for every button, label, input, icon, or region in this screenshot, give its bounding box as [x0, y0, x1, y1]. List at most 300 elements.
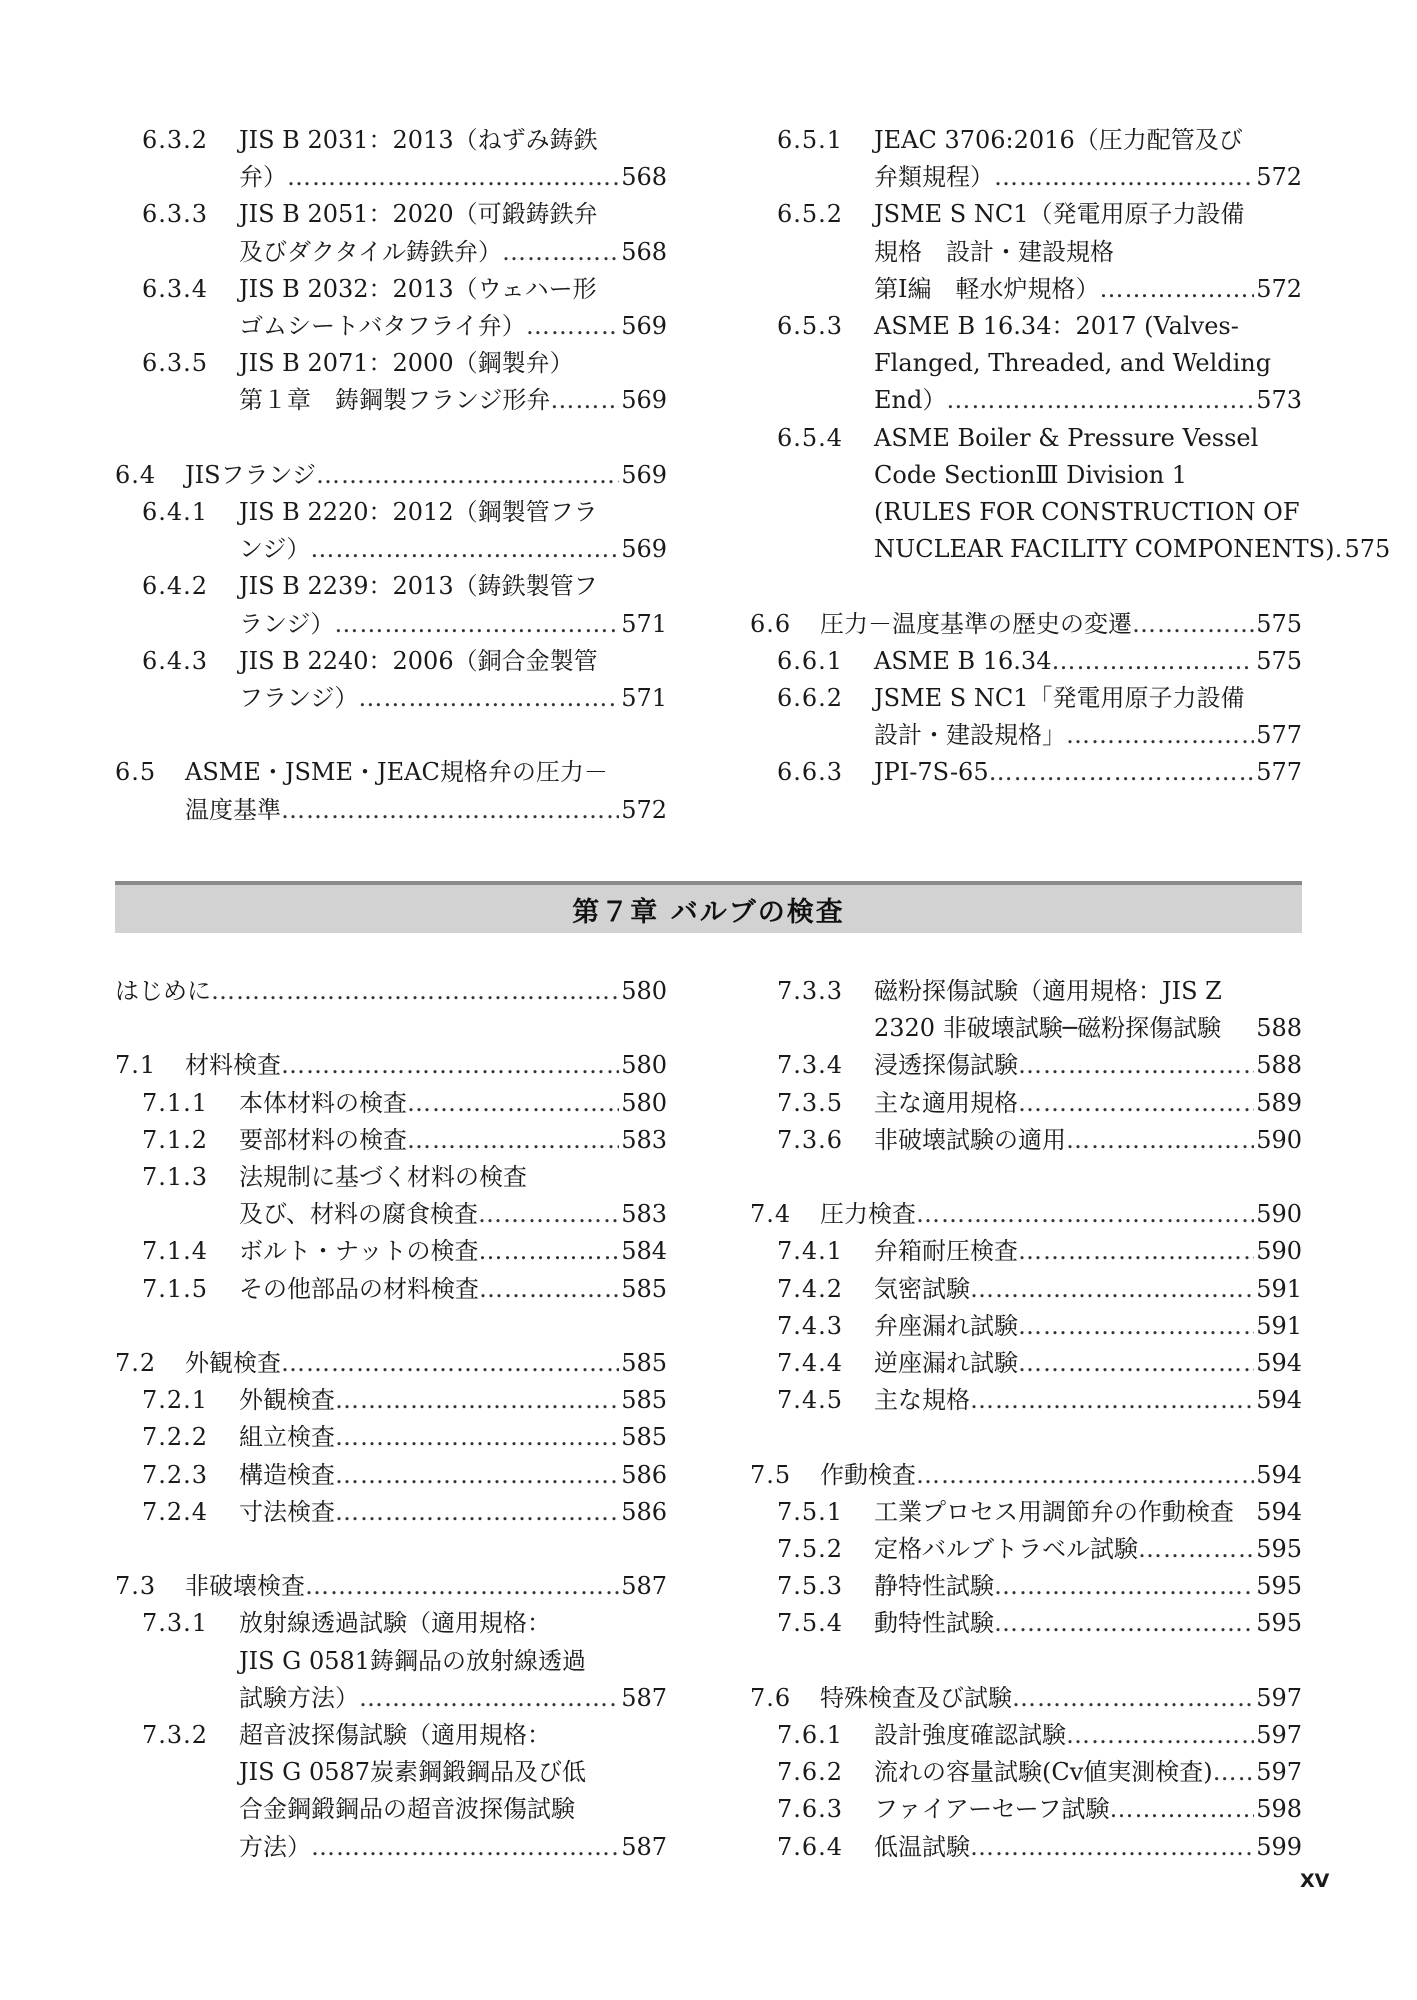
toc-entry-row: [750, 1308, 1302, 1345]
toc-leader-dots: [407, 1122, 619, 1159]
toc-entry-row: [750, 420, 1391, 569]
toc-entry: [115, 1271, 667, 1308]
toc-leader-dots: [1066, 717, 1254, 754]
section-gap: [750, 568, 1302, 605]
toc-entry-title-line: 磁粉探傷試験（適用規格：JIS Z: [874, 977, 1222, 1005]
toc-entry-title-line: 圧力－温度基準の歴史の変遷: [820, 609, 1132, 638]
toc-entry-title-line: 圧力検査: [820, 1200, 916, 1229]
toc-entry: [115, 568, 667, 642]
toc-entry-row: [750, 1531, 1302, 1568]
toc-entry-row: [115, 973, 667, 1010]
toc-entry: [750, 973, 1302, 1047]
toc-entry-title-line: 動特性試験: [874, 1609, 994, 1638]
toc-leader-dots: [1132, 606, 1254, 643]
toc-entry-title-line: 材料検査: [185, 1051, 281, 1080]
toc-entry-title: [874, 1605, 1302, 1642]
toc-entry-last-line: [874, 1085, 1302, 1122]
toc-entry-title-line: 寸法検査: [239, 1497, 335, 1526]
toc-entry-number: 6.5.3: [777, 312, 844, 341]
toc-entry-row: [115, 1605, 667, 1717]
toc-entry-title-line: ASME B 16.34: [874, 646, 1052, 675]
toc-entry: [115, 122, 667, 196]
toc-entry-number: 6.5.2: [777, 200, 844, 229]
toc-entry: [750, 308, 1302, 420]
toc-page-number: 575: [1256, 609, 1302, 638]
toc-entry-last-line: [874, 382, 1302, 419]
toc-entry-row: [750, 754, 1302, 791]
toc-entry-title: [874, 196, 1302, 308]
toc-leader-dots: [310, 531, 619, 568]
page-folio: XV: [1300, 1870, 1330, 1892]
toc-entry-title-line: 本体材料の検査: [239, 1088, 407, 1117]
toc-entry-row: [750, 973, 1302, 1047]
toc-entry-number: 7.5.3: [777, 1572, 844, 1601]
toc-entry-title: [874, 1717, 1302, 1754]
toc-leader-dots: [335, 1419, 619, 1456]
toc-leader-dots: [478, 1196, 619, 1233]
toc-entry-title-line: 2320 非破壊試験─磁粉探傷試験: [874, 1014, 1222, 1043]
toc-entry-row: [115, 271, 667, 345]
section-gap: [750, 1419, 1302, 1456]
toc-leader-dots: [305, 1568, 619, 1605]
toc-entry-title-line: JIS B 2220：2012（鋼製管フラ: [239, 498, 598, 527]
toc-entry-number: 6.5: [115, 758, 157, 787]
toc-entry-title: [185, 457, 667, 494]
toc-entry-title-line: JEAC 3706:2016（圧力配管及び: [874, 126, 1243, 154]
toc-page-number: 586: [621, 1497, 667, 1526]
toc-entry: [115, 754, 667, 828]
toc-entry: [115, 345, 667, 419]
toc-entry-title-line: 及びダクタイル鋳鉄弁）: [239, 237, 503, 266]
toc-entry-last-line: [239, 159, 667, 196]
toc-entry-title: [239, 1271, 667, 1308]
toc-entry-last-line: [239, 234, 667, 271]
toc-entry-row: [750, 643, 1302, 680]
toc-leader-dots: [311, 1829, 619, 1866]
toc-entry-number: 7.3.6: [777, 1125, 844, 1154]
toc-entry-title-line: 浸透探傷試験: [874, 1051, 1018, 1080]
toc-entry-number: 7.2.3: [142, 1460, 209, 1489]
toc-entry-number: 7.1.3: [142, 1163, 209, 1191]
toc-page-number: 594: [1256, 1497, 1302, 1526]
toc-entry-last-line: [820, 1680, 1302, 1717]
toc-page-number: 583: [621, 1200, 667, 1229]
toc-page-number: 590: [1256, 1237, 1302, 1266]
toc-page-number: 594: [1256, 1349, 1302, 1378]
toc-entry-number: 7.1.2: [142, 1125, 209, 1154]
toc-entry-number: 7.6.2: [777, 1758, 844, 1787]
toc-entry-last-line: [874, 1047, 1302, 1084]
toc-entry-number: 7.3.1: [142, 1609, 209, 1638]
toc-page-number: 591: [1256, 1311, 1302, 1340]
toc-entry-row: [115, 1085, 667, 1122]
toc-page-number: 568: [621, 163, 667, 192]
toc-entry-title-line: 非破壊試験の適用: [874, 1125, 1066, 1154]
section-gap: [115, 1308, 667, 1345]
toc-entry-number: 6.4.3: [142, 646, 209, 675]
toc-page-number: 575: [1256, 646, 1302, 675]
toc-leader-dots: [970, 1271, 1254, 1308]
toc-entry-row: [750, 196, 1302, 308]
toc-entry-row: [115, 1271, 667, 1308]
toc-entry-last-line: [874, 531, 1391, 568]
toc-entry-number: 7.3.2: [142, 1721, 209, 1750]
toc-entry: [115, 1605, 667, 1717]
toc-leader-dots: [970, 1829, 1254, 1866]
toc-entry-row: [115, 568, 667, 642]
toc-entry-title: [874, 122, 1302, 196]
toc-entry-row: [750, 122, 1302, 196]
toc-entry: [750, 1457, 1302, 1494]
toc-entry-row: [750, 1457, 1302, 1494]
toc-entry-title: [874, 1382, 1302, 1419]
toc-entry-number: 6.3.5: [142, 349, 209, 378]
toc-page-number: 572: [1256, 274, 1302, 303]
toc-page-number: 585: [621, 1386, 667, 1415]
toc-entry: [115, 494, 667, 568]
toc-entry-number: 6.4: [115, 460, 157, 489]
toc-entry-number: 7.2.1: [142, 1386, 209, 1415]
toc-entry-title: [185, 1345, 667, 1382]
toc-entry-number: 6.4.1: [142, 498, 209, 527]
toc-leader-dots: [479, 1233, 620, 1270]
toc-page-number: 586: [621, 1460, 667, 1489]
toc-entry-title-line: 第Ⅰ編 軽水炉規格）: [874, 274, 1100, 303]
toc-entry-title-line: 外観検査: [185, 1349, 281, 1377]
toc-entry-title-line: 構造検査: [239, 1460, 335, 1489]
toc-entry-number: 7.1.1: [142, 1088, 209, 1117]
toc-entry: [750, 643, 1302, 680]
toc-entry-row: [750, 1791, 1302, 1828]
toc-entry-title-line: 弁箱耐圧検査: [874, 1237, 1018, 1266]
toc-leader-dots: [316, 457, 619, 494]
toc-leader-dots: [1066, 1717, 1254, 1754]
toc-entry-row: [115, 643, 667, 717]
toc-entry-title: [874, 1122, 1302, 1159]
toc-leader-dots: [916, 1457, 1254, 1494]
toc-entry-title-line: 主な規格: [874, 1386, 970, 1415]
toc-page-number: 569: [621, 386, 667, 415]
toc-entry-row: [115, 196, 667, 270]
toc-entry-title: [820, 1680, 1302, 1717]
toc-entry-title: [874, 1047, 1302, 1084]
toc-entry: [115, 1345, 667, 1382]
toc-entry-last-line: [239, 531, 667, 568]
toc-page-number: 595: [1256, 1609, 1302, 1638]
toc-entry: [750, 122, 1302, 196]
toc-leader-dots: [1018, 1085, 1254, 1122]
toc-entry-title-line: 規格 設計・建設規格: [874, 237, 1114, 266]
toc-entry-row: [750, 1047, 1302, 1084]
toc-entry-last-line: [874, 1122, 1302, 1159]
toc-entry: [115, 1717, 667, 1866]
toc-entry-title-line: 超音波探傷試験（適用規格：: [239, 1721, 551, 1750]
toc-entry-last-line: [874, 1754, 1302, 1791]
toc-entry-row: [750, 1271, 1302, 1308]
toc-entry-number: 7.3: [115, 1572, 157, 1601]
toc-entry-last-line: [820, 1457, 1302, 1494]
toc-entry-number: 7.4.1: [777, 1237, 844, 1266]
toc-entry-number: 7.5.2: [777, 1535, 844, 1564]
toc-entry-number: 7.6.3: [777, 1795, 844, 1824]
toc-entry-title-line: 設計強度確認試験: [874, 1721, 1066, 1750]
toc-entry-last-line: [185, 1345, 667, 1382]
toc-leader-dots: [358, 680, 619, 717]
toc-entry: [750, 196, 1302, 308]
toc-entry-row: [115, 1717, 667, 1866]
toc-page-number: 569: [621, 312, 667, 341]
toc-entry: [115, 1159, 667, 1233]
toc-entry-title-line: 外観検査: [239, 1386, 335, 1415]
toc-entry-title-line: JIS B 2239：2013（鋳鉄製管フ: [239, 572, 598, 601]
toc-page-number: 590: [1256, 1200, 1302, 1229]
toc-entry-title-line: 要部材料の検査: [239, 1125, 407, 1154]
toc-entry-title-line: その他部品の材料検査: [239, 1274, 479, 1303]
toc-leader-dots: [994, 1568, 1254, 1605]
toc-entry-title-line: はじめに: [115, 977, 211, 1005]
toc-entry-title-line: 方法）: [239, 1832, 311, 1861]
toc-entry-row: [750, 308, 1302, 420]
toc-entry: [750, 1717, 1302, 1754]
toc-entry-row: [750, 1345, 1302, 1382]
toc-entry-row: [750, 1382, 1302, 1419]
toc-entry: [750, 1047, 1302, 1084]
toc-entry-last-line: [239, 606, 667, 643]
toc-entry: [750, 1233, 1302, 1270]
toc-entry-title: [239, 1233, 667, 1270]
toc-entry-row: [750, 1680, 1302, 1717]
toc-entry-title: [239, 345, 667, 419]
toc-page-number: 580: [621, 1051, 667, 1080]
toc-entry: [750, 1085, 1302, 1122]
toc-leader-dots: [281, 1345, 619, 1382]
toc-entry-number: 6.3.4: [142, 274, 209, 303]
toc-page-number: 588: [1256, 1051, 1302, 1080]
toc-entry-title: [874, 1829, 1302, 1866]
toc-entry-title-line: ASME Boiler & Pressure Vessel: [874, 423, 1259, 452]
toc-page-number: 595: [1256, 1535, 1302, 1564]
toc-leader-dots: [1018, 1233, 1254, 1270]
toc-entry-title: [874, 1271, 1302, 1308]
toc-entry: [750, 606, 1302, 643]
toc-entry-number: 7.5.4: [777, 1609, 844, 1638]
toc-entry-number: 7.4.3: [777, 1311, 844, 1340]
toc-entry-last-line: [874, 754, 1302, 791]
toc-top-right-column: [750, 122, 1391, 792]
toc-entry-title-line: 定格バルブトラベル試験: [874, 1535, 1138, 1564]
toc-entry-title-line: JIS G 0587炭素鋼鍛鋼品及び低: [239, 1758, 587, 1787]
toc-page-number: 572: [621, 795, 667, 824]
toc-entry: [115, 1568, 667, 1605]
toc-entry-last-line: [874, 1791, 1302, 1828]
toc-entry-last-line: [874, 1345, 1302, 1382]
toc-entry-last-line: [874, 1271, 1302, 1308]
toc-entry-title: [820, 1196, 1302, 1233]
section-gap: [750, 1159, 1302, 1196]
toc-leader-dots: [335, 1494, 619, 1531]
toc-entry-row: [750, 1494, 1302, 1531]
toc-entry-last-line: [185, 792, 667, 829]
toc-entry-title-line: ランジ）: [239, 609, 335, 638]
toc-entry-number: 7.2: [115, 1349, 157, 1377]
toc-entry-row: [115, 122, 667, 196]
toc-entry-last-line: [239, 1233, 667, 1270]
toc-entry-title: [239, 643, 667, 717]
toc-leader-dots: [1213, 1754, 1255, 1791]
toc-entry-title: [874, 973, 1302, 1047]
toc-entry-last-line: [874, 1531, 1302, 1568]
toc-entry-last-line: [874, 1494, 1302, 1531]
toc-leader-dots: [334, 606, 619, 643]
toc-entry-row: [115, 1568, 667, 1605]
toc-entry-title: [874, 643, 1302, 680]
toc-entry: [750, 1605, 1302, 1642]
toc-leader-dots: [1018, 1047, 1254, 1084]
toc-entry: [750, 1568, 1302, 1605]
toc-entry-row: [115, 457, 667, 494]
toc-entry: [750, 1271, 1302, 1308]
toc-entry-row: [115, 1122, 667, 1159]
toc-entry-number: 6.6.3: [777, 758, 844, 787]
toc-entry-title-line: 逆座漏れ試験: [874, 1349, 1018, 1378]
toc-entry-title: [239, 1717, 667, 1866]
toc-entry: [115, 1047, 667, 1084]
toc-entry-last-line: [874, 1717, 1302, 1754]
toc-leader-dots: [1051, 643, 1254, 680]
toc-page-number: 597: [1256, 1721, 1302, 1750]
toc-page-number: 591: [1256, 1274, 1302, 1303]
toc-entry-last-line: [874, 717, 1302, 754]
toc-entry-number: 7.4: [750, 1200, 792, 1229]
toc-leader-dots: [946, 382, 1254, 419]
toc-entry: [115, 1494, 667, 1531]
toc-entry-number: 7.3.3: [777, 977, 844, 1005]
toc-entry-title: [874, 1754, 1302, 1791]
toc-entry-title: [874, 1568, 1302, 1605]
section-gap: [115, 1531, 667, 1568]
toc-bottom-left-column: [115, 973, 667, 1866]
toc-entry-last-line: [239, 1680, 667, 1717]
toc-entry-title: [874, 1791, 1302, 1828]
toc-entry-number: 6.6: [750, 609, 792, 638]
toc-entry-title-line: JIS B 2240：2006（銅合金製管: [239, 646, 598, 675]
toc-entry-row: [115, 1233, 667, 1270]
toc-entry-number: 7.4.4: [777, 1349, 844, 1378]
toc-page-number: 572: [1256, 163, 1302, 192]
toc-page-number: 585: [621, 1274, 667, 1303]
toc-entry-title: [239, 271, 667, 345]
toc-entry-title: [115, 973, 667, 1010]
toc-entry-title: [874, 1233, 1302, 1270]
toc-entry-title-line: ゴムシートバタフライ弁）: [239, 312, 526, 341]
toc-entry-title-line: 主な適用規格: [874, 1088, 1018, 1117]
toc-page-number: 569: [621, 535, 667, 564]
toc-leader-dots: [1018, 1345, 1254, 1382]
toc-entry: [115, 973, 667, 1010]
toc-entry-title-line: End）: [874, 386, 947, 415]
toc-entry: [115, 196, 667, 270]
toc-entry-number: 7.3.4: [777, 1051, 844, 1080]
toc-entry-last-line: [820, 606, 1302, 643]
toc-entry-row: [115, 345, 667, 419]
toc-entry-title: [874, 754, 1302, 791]
toc-leader-dots: [335, 1457, 619, 1494]
toc-entry-title-line: JPI-7S-65: [874, 758, 989, 787]
toc-entry: [750, 1754, 1302, 1791]
toc-entry-number: 6.6.1: [777, 646, 844, 675]
toc-entry-row: [750, 680, 1302, 754]
toc-page-number: 589: [1256, 1088, 1302, 1117]
section-gap: [115, 717, 667, 754]
toc-entry-last-line: [874, 1829, 1302, 1866]
toc-leader-dots: [502, 234, 619, 271]
toc-leader-dots: [916, 1196, 1254, 1233]
toc-entry-last-line: [874, 1568, 1302, 1605]
toc-entry-number: 6.6.2: [777, 684, 844, 713]
toc-entry-number: 7.4.2: [777, 1274, 844, 1303]
toc-entry-title-line: 特殊検査及び試験: [820, 1683, 1012, 1712]
toc-entry-row: [115, 1345, 667, 1382]
toc-entry: [115, 457, 667, 494]
toc-leader-dots: [281, 1047, 619, 1084]
toc-entry-title-line: ファイアーセーフ試験: [874, 1795, 1110, 1824]
toc-entry: [115, 1457, 667, 1494]
toc-page-number: 599: [1256, 1832, 1302, 1861]
toc-page-number: 597: [1256, 1683, 1302, 1712]
toc-entry-number: 7.2.4: [142, 1497, 209, 1526]
toc-entry-last-line: [239, 1382, 667, 1419]
toc-entry-last-line: [874, 643, 1302, 680]
toc-entry: [750, 1680, 1302, 1717]
toc-entry-title-line: ASME B 16.34：2017 (Valves-: [874, 312, 1239, 341]
toc-entry-title-line: JIS B 2071：2000（鋼製弁）: [239, 349, 574, 378]
toc-entry-number: 6.5.1: [777, 126, 844, 154]
toc-entry-last-line: [239, 1085, 667, 1122]
toc-entry-title-line: 及び、材料の腐食検査: [239, 1200, 479, 1229]
toc-leader-dots: [970, 1382, 1254, 1419]
toc-entry: [115, 1122, 667, 1159]
toc-leader-dots: [211, 973, 619, 1010]
toc-entry-last-line: [239, 1494, 667, 1531]
toc-leader-dots: [1109, 1791, 1254, 1828]
toc-page-number: 587: [621, 1572, 667, 1601]
toc-entry-title: [874, 308, 1302, 420]
toc-entry-title-line: JSME S NC1（発電用原子力設備: [874, 200, 1245, 229]
toc-entry-last-line: [874, 1010, 1302, 1047]
toc-entry-title-line: Code SectionⅢ Division 1: [874, 460, 1188, 489]
section-gap: [750, 1643, 1302, 1680]
toc-page-number: 594: [1256, 1460, 1302, 1489]
toc-entry-title-line: 試験方法）: [239, 1683, 359, 1712]
toc-entry-number: 7.3.5: [777, 1088, 844, 1117]
toc-page-number: 568: [621, 237, 667, 266]
toc-entry: [750, 1345, 1302, 1382]
toc-entry-row: [115, 494, 667, 568]
toc-entry-last-line: [239, 1196, 667, 1233]
toc-entry: [750, 1122, 1302, 1159]
toc-entry-title: [874, 1085, 1302, 1122]
toc-leader-dots: [359, 1680, 619, 1717]
toc-entry-title: [820, 606, 1302, 643]
chapter-heading-bar: [115, 881, 1302, 933]
toc-entry-title: [239, 494, 667, 568]
toc-entry: [750, 1382, 1302, 1419]
toc-entry: [750, 1308, 1302, 1345]
section-gap: [115, 1010, 667, 1047]
toc-entry-row: [750, 1568, 1302, 1605]
section-gap: [115, 420, 667, 457]
toc-entry-title-line: JIS B 2031：2013（ねずみ鋳鉄: [239, 126, 598, 154]
